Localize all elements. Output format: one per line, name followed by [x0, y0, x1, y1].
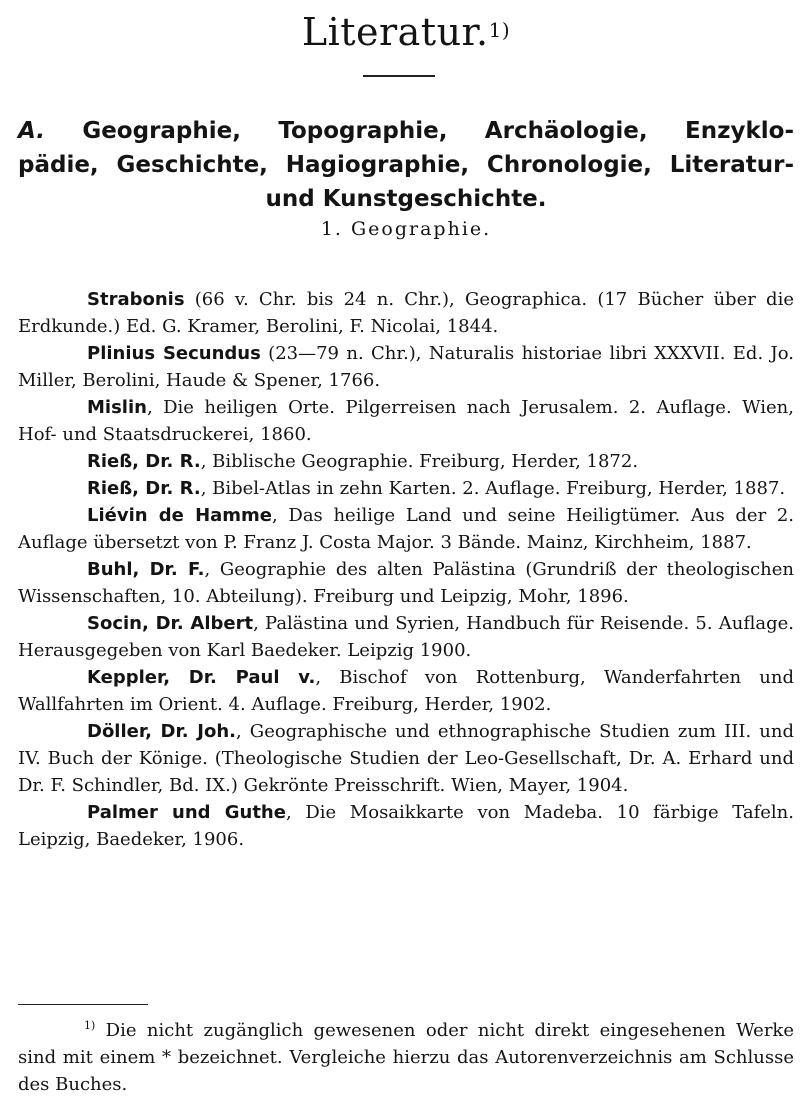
subsection-heading: 1. Geographie.	[320, 218, 492, 240]
bibliography-entry	[18, 502, 794, 556]
entry-text: , Geographie des alten Palästina (Grundriß der theologischen Wissenschaften, 10. Abteilung). Freiburg und Leipzig, Mohr, 1896.	[18, 559, 795, 607]
section-heading-line-1-text: Geographie, Topographie, Archäologie, Enzyklo-	[82, 118, 794, 144]
entry-author: Strabonis	[87, 289, 185, 310]
entry-text: , Bibel-Atlas in zehn Karten. 2. Auflage. Freiburg, Herder, 1887.	[200, 478, 786, 499]
bibliography-entry	[18, 799, 794, 853]
section-letter: A.	[18, 118, 45, 144]
entry-text: , Geographische und ethnographische Studien zum III. und IV. Buch der Könige. (Theologische Studien der Leo-Gesellschaft, Dr. A. Erhard und Dr. F. Schindler, Bd. IX.) Gekrönte Preisschrift. Wien, Mayer, 1904.	[18, 721, 794, 796]
title-footnote-mark: 1)	[488, 18, 511, 42]
bibliography-entry	[18, 394, 794, 448]
entry-text: (23—79 n. Chr.), Naturalis historiae libri XXXVII. Ed. Jo. Miller, Berolini, Haude & Spener, 1766.	[18, 343, 794, 391]
entry-text: , Die heiligen Orte. Pilgerreisen nach Jerusalem. 2. Auflage. Wien, Hof- und Staatsdruckerei, 1860.	[18, 397, 794, 445]
bibliography-entry	[18, 340, 794, 394]
section-heading-line-3: und Kunstgeschichte.	[265, 186, 547, 212]
entry-author: Döller, Dr. Joh.	[87, 721, 236, 742]
entry-text: , Das heilige Land und seine Heiligtümer. Aus der 2. Auflage übersetzt von P. Franz J. Costa Major. 3 Bände. Mainz, Kirchheim, 1887.	[18, 505, 795, 553]
entry-text: , Bischof von Rottenburg, Wanderfahrten und Wallfahrten im Orient. 4. Auflage. Freiburg, Herder, 1902.	[18, 667, 794, 715]
entry-author: Liévin de Hamme	[87, 505, 273, 526]
section-heading-line-1	[18, 114, 794, 148]
bibliography-list	[18, 286, 794, 853]
section-heading	[18, 114, 794, 216]
footnote-divider	[18, 1004, 148, 1005]
entry-author: Plinius Secundus	[87, 343, 261, 364]
entry-text: , Die Mosaikkarte von Madeba. 10 färbige Tafeln. Leipzig, Baedeker, 1906.	[18, 802, 794, 850]
page-title-text: Literatur.	[301, 10, 489, 54]
entry-author: Mislin	[87, 397, 147, 418]
footnote-text: Die nicht zugänglich gewesenen oder nicht direkt eingesehenen Werke sind mit einem * bezeichnet. Vergleiche hierzu das Autorenverzeichnis am Schlusse des Buches.	[18, 1020, 794, 1095]
bibliography-entry	[18, 664, 794, 718]
bibliography-entry	[18, 475, 794, 502]
bibliography-entry	[18, 718, 794, 799]
bibliography-entry	[18, 286, 794, 340]
entry-text: , Biblische Geographie. Freiburg, Herder, 1872.	[200, 451, 639, 472]
entry-author: Socin, Dr. Albert	[87, 613, 254, 634]
bibliography-entry	[18, 610, 794, 664]
footnote-mark: 1)	[84, 1019, 96, 1032]
bibliography-entry	[18, 556, 794, 610]
entry-author: Palmer und Guthe	[87, 802, 286, 823]
page-title	[0, 6, 812, 58]
entry-text: (66 v. Chr. bis 24 n. Chr.), Geographica. (17 Bücher über die Erdkunde.) Ed. G. Kramer, Berolini, F. Nicolai, 1844.	[18, 289, 794, 337]
entry-author: Keppler, Dr. Paul v.	[87, 667, 316, 688]
section-heading-line-2: pädie, Geschichte, Hagiographie, Chronologie, Literatur-	[18, 152, 794, 178]
footnote	[18, 1012, 794, 1098]
title-divider	[363, 75, 435, 77]
entry-text: , Palästina und Syrien, Handbuch für Reisende. 5. Auflage. Herausgegeben von Karl Baedeker. Leipzig 1900.	[18, 613, 794, 661]
entry-author: Rieß, Dr. R.	[87, 451, 201, 472]
entry-author: Buhl, Dr. F.	[87, 559, 205, 580]
entry-author: Rieß, Dr. R.	[87, 478, 201, 499]
bibliography-entry	[18, 448, 794, 475]
